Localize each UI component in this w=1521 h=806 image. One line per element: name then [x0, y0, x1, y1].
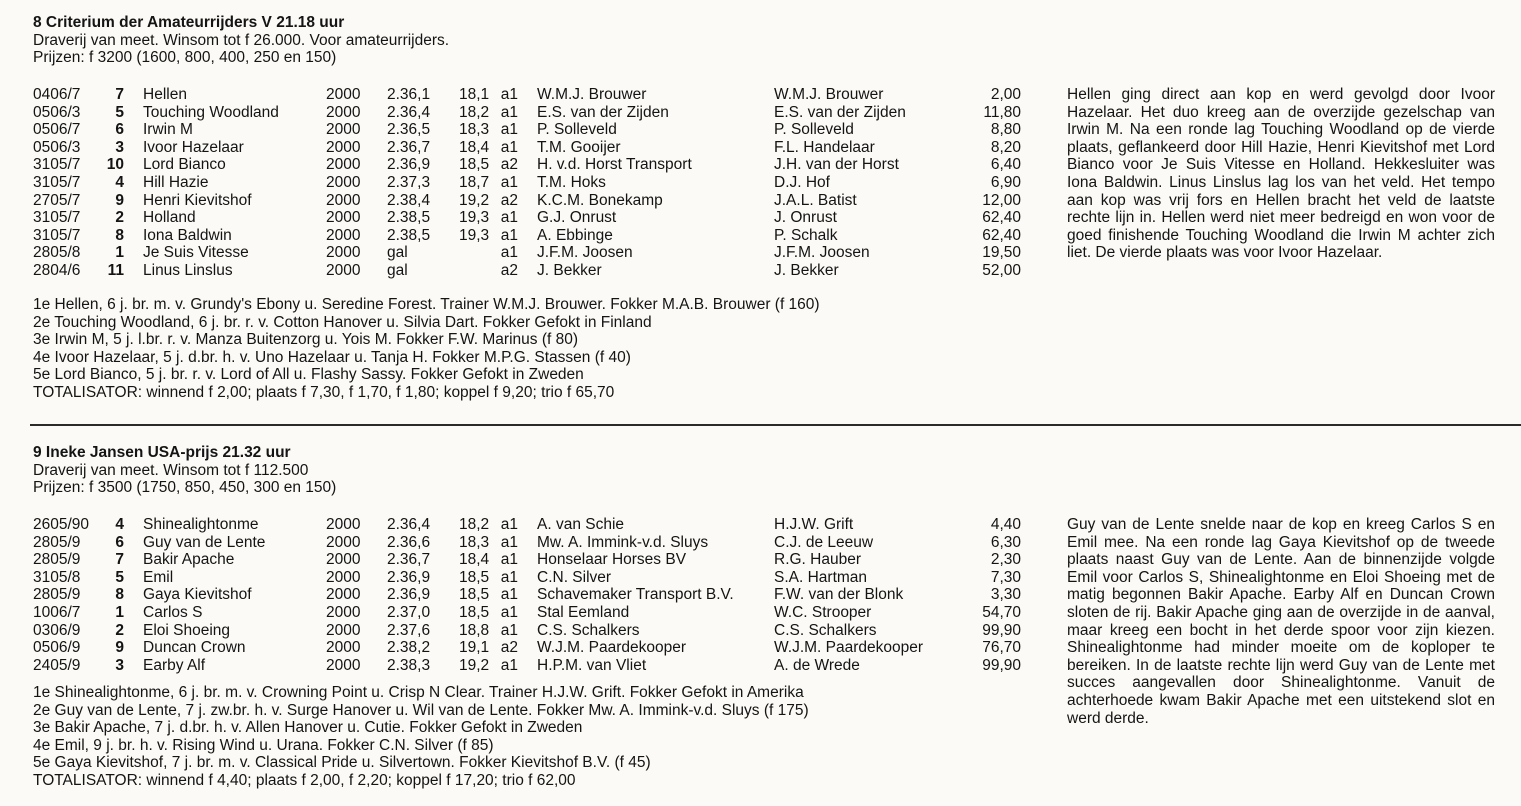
distance-cell: 2000: [326, 244, 361, 262]
odds-cell: 7,30: [990, 568, 1021, 586]
race-report: Hellen ging direct aan kop en werd gevolgd door Ivoor Hazelaar. Het duo kreeg aan de overzijde gezelschap van Irwin M. Na een ronde lag Touching Woodland op de vierde plaats, geflankeerd door Hill Hazie, Henri Kievitshof met Lord Bianco voor Je Suis Vitesse en Holland. Hekkesluiter was Iona Baldwin. Linus Linslus lag los van het veld. Het tempo aan kop was vrij fors en Hellen bracht het veld de laatste rechte lijn in. Hellen werd niet meer bedreigd en won voor de goed finishende Touching Woodland die Irwin M achter zich liet. De vierde plaats was voor Ivoor Hazelaar.: [1067, 86, 1495, 262]
km-time-cell: 18,7: [459, 173, 490, 191]
distance-cell: 2000: [326, 191, 361, 209]
horse-name: Earby Alf: [143, 656, 206, 674]
time-cell: gal: [387, 244, 408, 262]
km-time-cell: 18,3: [459, 533, 490, 551]
driver-cell: W.C. Strooper: [774, 603, 872, 621]
start-cell: a1: [500, 244, 518, 262]
number-cell: 9: [115, 191, 124, 209]
time-cell: 2.36,9: [387, 568, 431, 586]
form-cell: 3105/7: [33, 226, 81, 244]
start-cell: a2: [500, 261, 518, 279]
distance-cell: 2000: [326, 568, 361, 586]
number-cell: 2: [115, 621, 124, 639]
number-cell: 6: [115, 533, 124, 551]
odds-cell: 62,40: [982, 209, 1021, 227]
finisher-line: 1e Shinealightonme, 6 j. br. m. v. Crowning Point u. Crisp N Clear. Trainer H.J.W. Grift. Fokker Gefokt in Amerika: [33, 684, 804, 701]
km-time-cell: 19,3: [459, 226, 490, 244]
table-row: [0, 534, 1060, 552]
km-time-cell: 18,4: [459, 138, 490, 156]
section-divider: [30, 424, 1521, 426]
driver-cell: W.J.M. Paardekooper: [774, 639, 924, 657]
table-row: [0, 227, 1060, 245]
form-cell: 0306/9: [33, 621, 81, 639]
odds-cell: 8,20: [990, 138, 1021, 156]
race-description: Draverij van meet. Winsom tot f 112.500: [33, 462, 309, 479]
time-cell: 2.36,7: [387, 551, 431, 569]
finisher-line: 3e Bakir Apache, 7 j. d.br. h. v. Allen Hanover u. Cutie. Fokker Gefokt in Zweden: [33, 719, 583, 737]
owner-cell: W.J.M. Paardekooper: [537, 639, 687, 657]
km-time-cell: 19,3: [459, 209, 490, 227]
number-cell: 8: [115, 226, 124, 244]
number-cell: 4: [115, 173, 124, 191]
driver-cell: J.A.L. Batist: [774, 191, 857, 209]
race-prizes: Prijzen: f 3200 (1600, 800, 400, 250 en 150): [33, 49, 337, 66]
owner-cell: Honselaar Horses BV: [537, 551, 687, 569]
race-results-table: [0, 86, 1060, 280]
owner-cell: H.P.M. van Vliet: [537, 656, 647, 674]
driver-cell: W.M.J. Brouwer: [774, 86, 884, 103]
time-cell: 2.36,4: [387, 516, 431, 533]
time-cell: 2.38,5: [387, 226, 431, 244]
form-cell: 0506/3: [33, 138, 81, 156]
time-cell: 2.38,5: [387, 209, 431, 227]
form-cell: 2805/9: [33, 533, 81, 551]
time-cell: 2.36,9: [387, 586, 431, 604]
start-cell: a1: [500, 103, 518, 121]
horse-name: Linus Linslus: [143, 261, 233, 279]
table-row: [0, 121, 1060, 139]
table-row: [0, 551, 1060, 569]
odds-cell: 2,30: [990, 551, 1021, 569]
form-cell: 3105/7: [33, 156, 81, 174]
time-cell: 2.37,3: [387, 173, 431, 191]
driver-cell: R.G. Hauber: [774, 551, 862, 569]
form-cell: 0506/3: [33, 103, 81, 121]
distance-cell: 2000: [326, 603, 361, 621]
odds-cell: 99,90: [982, 656, 1021, 674]
start-cell: a1: [500, 586, 518, 604]
horse-name: Ivoor Hazelaar: [143, 138, 244, 156]
finishers-list: [33, 296, 820, 402]
driver-cell: C.J. de Leeuw: [774, 533, 874, 551]
distance-cell: 2000: [326, 621, 361, 639]
time-cell: 2.36,5: [387, 121, 431, 139]
owner-cell: J.F.M. Joosen: [537, 244, 633, 262]
owner-cell: C.N. Silver: [537, 568, 612, 586]
form-cell: 2605/90: [33, 516, 90, 533]
start-cell: a1: [500, 86, 518, 103]
start-cell: a1: [500, 173, 518, 191]
odds-cell: 76,70: [982, 639, 1021, 657]
start-cell: a2: [500, 639, 518, 657]
driver-cell: J.H. van der Horst: [774, 156, 899, 174]
driver-cell: P. Schalk: [774, 226, 838, 244]
start-cell: a1: [500, 209, 518, 227]
km-time-cell: 18,5: [459, 603, 490, 621]
horse-name: Eloi Shoeing: [143, 621, 231, 639]
odds-cell: 6,40: [990, 156, 1021, 174]
km-time-cell: 19,2: [459, 656, 490, 674]
table-row: [0, 516, 1060, 534]
number-cell: 1: [115, 603, 124, 621]
distance-cell: 2000: [326, 551, 361, 569]
start-cell: a1: [500, 656, 518, 674]
odds-cell: 6,30: [990, 533, 1021, 551]
distance-cell: 2000: [326, 656, 361, 674]
number-cell: 3: [115, 138, 124, 156]
form-cell: 0406/7: [33, 86, 81, 103]
time-cell: 2.38,4: [387, 191, 431, 209]
start-cell: a1: [500, 568, 518, 586]
race-results-table: [0, 516, 1060, 674]
number-cell: 6: [115, 121, 124, 139]
km-time-cell: 18,2: [459, 516, 490, 533]
form-cell: 2805/9: [33, 586, 81, 604]
time-cell: 2.38,2: [387, 639, 431, 657]
owner-cell: Stal Eemland: [537, 603, 630, 621]
start-cell: a2: [500, 156, 518, 174]
form-cell: 2805/9: [33, 551, 81, 569]
horse-name: Guy van de Lente: [143, 533, 266, 551]
owner-cell: A. Ebbinge: [537, 226, 613, 244]
horse-name: Duncan Crown: [143, 639, 246, 657]
driver-cell: F.L. Handelaar: [774, 138, 875, 156]
table-row: [0, 156, 1060, 174]
finisher-line: 5e Lord Bianco, 5 j. br. r. v. Lord of All u. Flashy Sassy. Fokker Gefokt in Zweden: [33, 366, 584, 384]
km-time-cell: 18,1: [459, 86, 490, 103]
horse-name: Carlos S: [143, 603, 203, 621]
number-cell: 10: [106, 156, 124, 174]
distance-cell: 2000: [326, 138, 361, 156]
table-row: [0, 622, 1060, 640]
number-cell: 3: [115, 656, 124, 674]
finisher-line: 4e Emil, 9 j. br. h. v. Rising Wind u. Urana. Fokker C.N. Silver (f 85): [33, 736, 494, 754]
odds-cell: 12,00: [982, 191, 1021, 209]
owner-cell: E.S. van der Zijden: [537, 103, 669, 121]
distance-cell: 2000: [326, 586, 361, 604]
distance-cell: 2000: [326, 516, 361, 533]
owner-cell: C.S. Schalkers: [537, 621, 640, 639]
start-cell: a2: [500, 191, 518, 209]
driver-cell: P. Solleveld: [774, 121, 854, 139]
form-cell: 3105/7: [33, 173, 81, 191]
odds-cell: 6,90: [990, 173, 1021, 191]
number-cell: 7: [115, 86, 124, 103]
km-time-cell: 18,3: [459, 121, 490, 139]
form-cell: 2804/6: [33, 261, 81, 279]
time-cell: 2.36,6: [387, 533, 431, 551]
odds-cell: 4,40: [990, 516, 1021, 533]
start-cell: a1: [500, 138, 518, 156]
horse-name: Iona Baldwin: [143, 226, 232, 244]
start-cell: a1: [500, 121, 518, 139]
driver-cell: F.W. van der Blonk: [774, 586, 904, 604]
horse-name: Shinealightonme: [143, 516, 259, 533]
owner-cell: Mw. A. Immink-v.d. Sluys: [537, 533, 709, 551]
finishers-list: [33, 684, 809, 790]
horse-name: Irwin M: [143, 121, 193, 139]
odds-cell: 52,00: [982, 261, 1021, 279]
race-title: 9 Ineke Jansen USA-prijs 21.32 uur: [33, 444, 291, 461]
number-cell: 4: [115, 516, 124, 533]
horse-name: Hill Hazie: [143, 173, 209, 191]
table-row: [0, 244, 1060, 262]
race-description: Draverij van meet. Winsom tot f 26.000. Voor amateurrijders.: [33, 32, 450, 49]
distance-cell: 2000: [326, 261, 361, 279]
horse-name: Je Suis Vitesse: [143, 244, 249, 262]
driver-cell: J. Bekker: [774, 261, 839, 279]
form-cell: 2705/7: [33, 191, 81, 209]
number-cell: 7: [115, 551, 124, 569]
time-cell: 2.36,9: [387, 156, 431, 174]
odds-cell: 11,80: [983, 103, 1021, 121]
driver-cell: J.F.M. Joosen: [774, 244, 870, 262]
km-time-cell: 18,5: [459, 156, 490, 174]
odds-cell: 99,90: [982, 621, 1021, 639]
km-time-cell: 18,5: [459, 586, 490, 604]
number-cell: 11: [107, 261, 124, 279]
owner-cell: Schavemaker Transport B.V.: [537, 586, 734, 604]
time-cell: 2.36,1: [387, 86, 431, 103]
distance-cell: 2000: [326, 533, 361, 551]
number-cell: 5: [115, 103, 124, 121]
distance-cell: 2000: [326, 103, 361, 121]
table-row: [0, 639, 1060, 657]
number-cell: 9: [115, 639, 124, 657]
horse-name: Henri Kievitshof: [143, 191, 252, 209]
owner-cell: G.J. Onrust: [537, 209, 617, 227]
finisher-line: 1e Hellen, 6 j. br. m. v. Grundy's Ebony u. Seredine Forest. Trainer W.M.J. Brouwer. Fokker M.A.B. Brouwer (f 160): [33, 296, 820, 313]
finisher-line: 3e Irwin M, 5 j. l.br. r. v. Manza Buitenzorg u. Yois M. Fokker F.W. Marinus (f 80): [33, 331, 578, 349]
table-row: [0, 569, 1060, 587]
table-row: [0, 604, 1060, 622]
odds-cell: 62,40: [982, 226, 1021, 244]
distance-cell: 2000: [326, 639, 361, 657]
distance-cell: 2000: [326, 173, 361, 191]
table-row: [0, 657, 1060, 675]
time-cell: 2.36,7: [387, 138, 431, 156]
horse-name: Holland: [143, 209, 196, 227]
horse-name: Gaya Kievitshof: [143, 586, 252, 604]
owner-cell: P. Solleveld: [537, 121, 617, 139]
owner-cell: T.M. Hoks: [537, 173, 606, 191]
owner-cell: T.M. Gooijer: [537, 138, 621, 156]
table-row: [0, 209, 1060, 227]
number-cell: 1: [115, 244, 124, 262]
km-time-cell: 18,5: [459, 568, 490, 586]
distance-cell: 2000: [326, 156, 361, 174]
start-cell: a1: [500, 621, 518, 639]
owner-cell: K.C.M. Bonekamp: [537, 191, 663, 209]
race-title: 8 Criterium der Amateurrijders V 21.18 uur: [33, 14, 345, 31]
table-row: [0, 586, 1060, 604]
km-time-cell: 18,4: [459, 551, 490, 569]
time-cell: gal: [387, 261, 408, 279]
time-cell: 2.38,3: [387, 656, 431, 674]
horse-name: Hellen: [143, 86, 187, 103]
distance-cell: 2000: [326, 86, 361, 103]
distance-cell: 2000: [326, 226, 361, 244]
distance-cell: 2000: [326, 121, 361, 139]
finisher-line: 4e Ivoor Hazelaar, 5 j. d.br. h. v. Uno Hazelaar u. Tanja H. Fokker M.P.G. Stassen (f 40): [33, 348, 631, 366]
owner-cell: W.M.J. Brouwer: [537, 86, 647, 103]
table-row: [0, 174, 1060, 192]
finisher-line: 2e Guy van de Lente, 7 j. zw.br. h. v. Surge Hanover u. Wil van de Lente. Fokker Mw. A. Immink-v.d. Sluys (f 175): [33, 701, 809, 719]
start-cell: a1: [500, 226, 518, 244]
odds-cell: 19,50: [982, 244, 1021, 262]
owner-cell: J. Bekker: [537, 261, 602, 279]
time-cell: 2.37,6: [387, 621, 431, 639]
driver-cell: E.S. van der Zijden: [774, 103, 906, 121]
driver-cell: H.J.W. Grift: [774, 516, 854, 533]
finisher-line: 2e Touching Woodland, 6 j. br. r. v. Cotton Hanover u. Silvia Dart. Fokker Gefokt in Finland: [33, 313, 652, 331]
number-cell: 2: [115, 209, 124, 227]
driver-cell: A. de Wrede: [774, 656, 860, 674]
form-cell: 1006/7: [33, 603, 81, 621]
start-cell: a1: [500, 551, 518, 569]
table-row: [0, 262, 1060, 280]
form-cell: 3105/8: [33, 568, 81, 586]
driver-cell: J. Onrust: [774, 209, 837, 227]
driver-cell: S.A. Hartman: [774, 568, 868, 586]
table-row: [0, 192, 1060, 210]
form-cell: 3105/7: [33, 209, 81, 227]
time-cell: 2.36,4: [387, 103, 431, 121]
owner-cell: A. van Schie: [537, 516, 625, 533]
form-cell: 2805/8: [33, 244, 81, 262]
horse-name: Emil: [143, 568, 174, 586]
totalisator-line: TOTALISATOR: winnend f 2,00; plaats f 7,30, f 1,70, f 1,80; koppel f 9,20; trio f 65,70: [33, 383, 615, 401]
horse-name: Touching Woodland: [143, 103, 279, 121]
odds-cell: 3,30: [990, 586, 1021, 604]
odds-cell: 8,80: [990, 121, 1021, 139]
start-cell: a1: [500, 533, 518, 551]
form-cell: 2405/9: [33, 656, 81, 674]
driver-cell: D.J. Hof: [774, 173, 830, 191]
totalisator-line: TOTALISATOR: winnend f 4,40; plaats f 2,00, f 2,20; koppel f 17,20; trio f 62,00: [33, 771, 576, 789]
distance-cell: 2000: [326, 209, 361, 227]
table-row: [0, 104, 1060, 122]
start-cell: a1: [500, 516, 518, 533]
number-cell: 8: [115, 586, 124, 604]
race-prizes: Prijzen: f 3500 (1750, 850, 450, 300 en 150): [33, 479, 337, 496]
horse-name: Lord Bianco: [143, 156, 226, 174]
km-time-cell: 19,1: [459, 639, 490, 657]
form-cell: 0506/7: [33, 121, 81, 139]
odds-cell: 2,00: [990, 86, 1021, 103]
table-row: [0, 139, 1060, 157]
km-time-cell: 18,8: [459, 621, 490, 639]
owner-cell: H. v.d. Horst Transport: [537, 156, 692, 174]
time-cell: 2.37,0: [387, 603, 431, 621]
start-cell: a1: [500, 603, 518, 621]
horse-name: Bakir Apache: [143, 551, 235, 569]
odds-cell: 54,70: [982, 603, 1021, 621]
number-cell: 5: [115, 568, 124, 586]
form-cell: 0506/9: [33, 639, 81, 657]
finisher-line: 5e Gaya Kievitshof, 7 j. br. m. v. Classical Pride u. Silvertown. Fokker Kievitshof B.V. (f 45): [33, 754, 651, 772]
race-report: Guy van de Lente snelde naar de kop en kreeg Carlos S en Emil mee. Na een ronde lag Gaya Kievitshof op de tweede plaats naast Guy van de Lente. Aan de binnenzijde volgde Emil voor Carlos S, Shinealightonme en Eloi Shoeing met de matig begonnen Bakir Apache. Earby Alf en Duncan Crown sloten de rij. Bakir Apache ging aan de overzijde in de aanval, maar kreeg een bocht in het derde spoor voor zijn kiezen. Shinealightonme had minder moeite om de koploper te bereiken. In de laatste rechte lijn werd Guy van de Lente met succes aangevallen door Shinealightonme. Vanuit de achterhoede kwam Bakir Apache met een uitstekend slot en werd derde.: [1067, 516, 1495, 727]
km-time-cell: 19,2: [459, 191, 490, 209]
table-row: [0, 86, 1060, 104]
km-time-cell: 18,2: [459, 103, 490, 121]
driver-cell: C.S. Schalkers: [774, 621, 877, 639]
